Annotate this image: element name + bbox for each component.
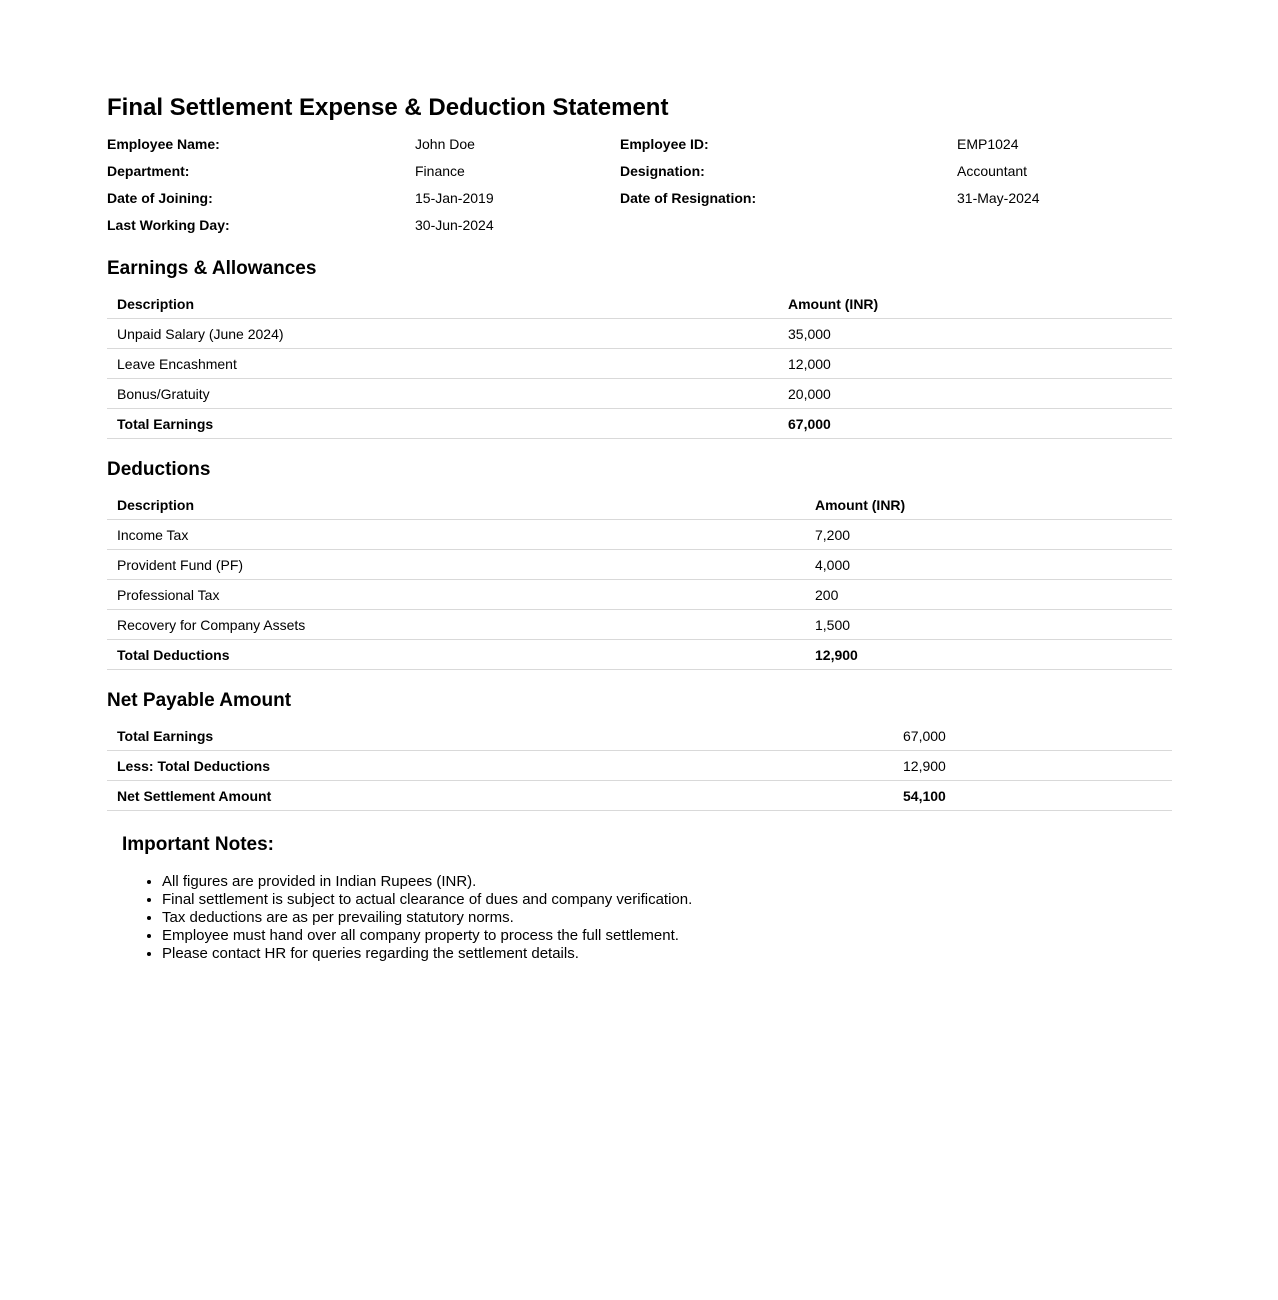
net-total-deductions-row (107, 751, 1172, 781)
employee-info-row (107, 130, 1172, 157)
date-of-joining-label: Date of Joining: (107, 189, 213, 206)
earnings-section-heading: Earnings & Allowances (107, 258, 317, 279)
earnings-table (107, 289, 1172, 439)
earnings-total-amount: 67,000 (778, 409, 1172, 439)
deductions-row-amount: 7,200 (805, 520, 1172, 550)
employee-info-row (107, 184, 1172, 211)
table-row (107, 319, 1172, 349)
deductions-total-amount: 12,900 (805, 640, 1172, 670)
deductions-total-row (107, 640, 1172, 670)
note-item: • Final settlement is subject to actual clearance of dues and company verification. (162, 891, 1172, 909)
deductions-table (107, 490, 1172, 670)
department-label: Department: (107, 162, 190, 179)
earnings-row-description: Bonus/Gratuity (107, 379, 778, 409)
earnings-row-description: Unpaid Salary (June 2024) (107, 319, 778, 349)
table-row (107, 610, 1172, 640)
net-total-earnings-amount: 67,000 (893, 721, 1172, 751)
page-title: Final Settlement Expense & Deduction Statement (107, 94, 669, 121)
earnings-row-amount: 20,000 (778, 379, 1172, 409)
date-of-joining-value: 15-Jan-2019 (415, 189, 494, 206)
employee-id-value: EMP1024 (957, 135, 1019, 152)
deductions-amount-header: Amount (INR) (805, 490, 1172, 520)
earnings-description-header: Description (107, 289, 778, 319)
net-total-deductions-amount: 12,900 (893, 751, 1172, 781)
table-row (107, 379, 1172, 409)
note-item: • Please contact HR for queries regarding the settlement details. (162, 945, 1172, 963)
net-total-earnings-row (107, 721, 1172, 751)
table-row (107, 520, 1172, 550)
net-total-earnings-label: Total Earnings (107, 721, 893, 751)
table-row (107, 580, 1172, 610)
deductions-row-amount: 4,000 (805, 550, 1172, 580)
notes-section (122, 834, 1172, 963)
last-working-day-value: 30-Jun-2024 (415, 216, 494, 233)
document-content (107, 0, 1172, 963)
table-row (107, 550, 1172, 580)
net-payable-table (107, 721, 1172, 811)
earnings-row-description: Leave Encashment (107, 349, 778, 379)
deductions-row-description: Income Tax (107, 520, 805, 550)
deductions-total-label: Total Deductions (107, 640, 805, 670)
deductions-row-description: Professional Tax (107, 580, 805, 610)
earnings-amount-header: Amount (INR) (778, 289, 1172, 319)
last-working-day-label: Last Working Day: (107, 216, 230, 233)
net-payable-section-heading: Net Payable Amount (107, 690, 292, 711)
earnings-row-amount: 12,000 (778, 349, 1172, 379)
empty-value (957, 211, 1172, 238)
table-row (107, 349, 1172, 379)
empty-label (620, 211, 957, 238)
department-value: Finance (415, 162, 465, 179)
deductions-description-header: Description (107, 490, 805, 520)
designation-value: Accountant (957, 162, 1028, 179)
earnings-total-row (107, 409, 1172, 439)
notes-list (122, 873, 1172, 963)
note-item: • Tax deductions are as per prevailing statutory norms. (162, 909, 1172, 927)
employee-id-label: Employee ID: (620, 135, 709, 152)
date-of-resignation-label: Date of Resignation: (620, 189, 757, 206)
deductions-row-description: Recovery for Company Assets (107, 610, 805, 640)
employee-info-row (107, 211, 1172, 238)
date-of-resignation-value: 31-May-2024 (957, 189, 1040, 206)
employee-info-row (107, 157, 1172, 184)
deductions-row-amount: 200 (805, 580, 1172, 610)
employee-info-table (107, 130, 1172, 238)
note-item: • All figures are provided in Indian Rupees (INR). (162, 873, 1172, 891)
deductions-row-amount: 1,500 (805, 610, 1172, 640)
employee-name-label: Employee Name: (107, 135, 220, 152)
net-settlement-label: Net Settlement Amount (107, 781, 893, 811)
net-settlement-row (107, 781, 1172, 811)
deductions-row-description: Provident Fund (PF) (107, 550, 805, 580)
net-total-deductions-label: Less: Total Deductions (107, 751, 893, 781)
note-item: • Employee must hand over all company property to process the full settlement. (162, 927, 1172, 945)
deductions-header-row (107, 490, 1172, 520)
net-settlement-amount: 54,100 (893, 781, 1172, 811)
earnings-row-amount: 35,000 (778, 319, 1172, 349)
earnings-total-label: Total Earnings (107, 409, 778, 439)
designation-label: Designation: (620, 162, 705, 179)
deductions-section-heading: Deductions (107, 459, 211, 480)
earnings-header-row (107, 289, 1172, 319)
employee-name-value: John Doe (415, 135, 475, 152)
notes-heading: Important Notes: (122, 834, 274, 855)
